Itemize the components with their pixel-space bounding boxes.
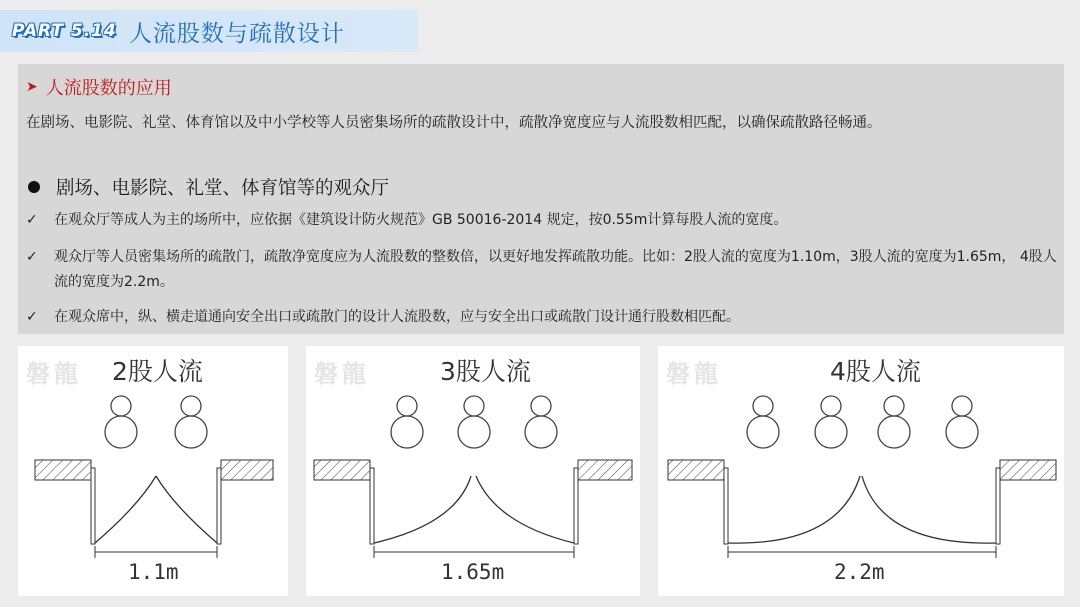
diagram-panel-4 — [658, 346, 1064, 596]
watermark-logo: 磐龍 — [314, 360, 370, 388]
door-swing-arc — [728, 476, 860, 543]
door-jamb-right — [996, 468, 1000, 544]
person-figure — [878, 396, 910, 448]
door-jamb-left — [91, 468, 95, 544]
wall-right — [1000, 460, 1056, 480]
bullet-heading-text: 剧场、电影院、礼堂、体育馆等的观众厅 — [56, 178, 390, 199]
check-item-text: 在观众席中，纵、横走道通向安全出口或疏散门的设计人流股数，应与安全出口或疏散门设计通行股数相匹配。 — [54, 309, 740, 325]
person-figure — [525, 396, 557, 448]
width-label: 1.1m — [128, 560, 179, 584]
part-label: PART 5.14 — [12, 21, 117, 41]
person-figure — [105, 396, 137, 448]
door-jamb-left — [724, 468, 728, 544]
wall-left — [35, 460, 91, 480]
person-figure — [815, 396, 847, 448]
door-diagram — [18, 346, 288, 596]
wall-left — [314, 460, 370, 480]
person-figure — [391, 396, 423, 448]
section-heading-text: 人流股数的应用 — [45, 78, 172, 99]
watermark-logo: 磐龍 — [666, 360, 722, 388]
panel-title: 3股人流 — [440, 357, 531, 386]
door-swing-arc — [862, 476, 996, 543]
check-item — [26, 208, 1060, 233]
door-jamb-right — [217, 468, 221, 544]
door-swing-arc — [476, 476, 574, 543]
check-item-text: 在观众厅等成人为主的场所中，应依据《建筑设计防火规范》GB 50016-2014 规定，按0.55m计算每股人流的宽度。 — [54, 212, 788, 228]
bullet-dot-icon — [28, 181, 40, 193]
check-item-text: 观众厅等人员密集场所的疏散门，疏散净宽度应为人流股数的整数倍，以更好地发挥疏散功能。比如：2股人流的宽度为1.10m，3股人流的宽度为1.65m， 4股人流的宽度为2.2m。 — [54, 249, 1057, 290]
watermark-logo: 磐龍 — [26, 360, 82, 388]
page-title: 人流股数与疏散设计 — [128, 20, 345, 47]
check-item — [26, 245, 1060, 295]
page-header — [0, 10, 418, 52]
door-swing-arc — [374, 476, 471, 543]
width-label: 2.2m — [834, 560, 885, 584]
person-figure — [458, 396, 490, 448]
diagram-panel-3 — [306, 346, 640, 596]
bullet-heading — [26, 174, 389, 200]
panel-title: 2股人流 — [112, 357, 203, 386]
door-swing-arc — [95, 476, 156, 543]
width-label: 1.65m — [441, 560, 505, 584]
person-figure — [946, 396, 978, 448]
wall-right — [578, 460, 632, 480]
door-jamb-left — [370, 468, 374, 544]
section-heading — [26, 74, 172, 100]
arrow-right-icon: ➤ — [26, 79, 38, 95]
panel-title: 4股人流 — [830, 357, 921, 386]
person-figure — [747, 396, 779, 448]
checkmark-icon: ✓ — [26, 212, 38, 228]
door-swing-arc — [156, 476, 217, 543]
door-jamb-right — [574, 468, 578, 544]
content-box — [18, 64, 1064, 334]
person-figure — [175, 396, 207, 448]
check-item — [26, 305, 1060, 330]
wall-left — [668, 460, 724, 480]
intro-paragraph: 在剧场、电影院、礼堂、体育馆以及中小学校等人员密集场所的疏散设计中，疏散净宽度应与人流股数相匹配，以确保疏散路径畅通。 — [26, 115, 882, 131]
door-diagram — [306, 346, 640, 596]
wall-right — [221, 460, 273, 480]
checkmark-icon: ✓ — [26, 309, 38, 325]
door-diagram — [658, 346, 1064, 596]
diagram-panel-2 — [18, 346, 288, 596]
checkmark-icon: ✓ — [26, 249, 38, 265]
